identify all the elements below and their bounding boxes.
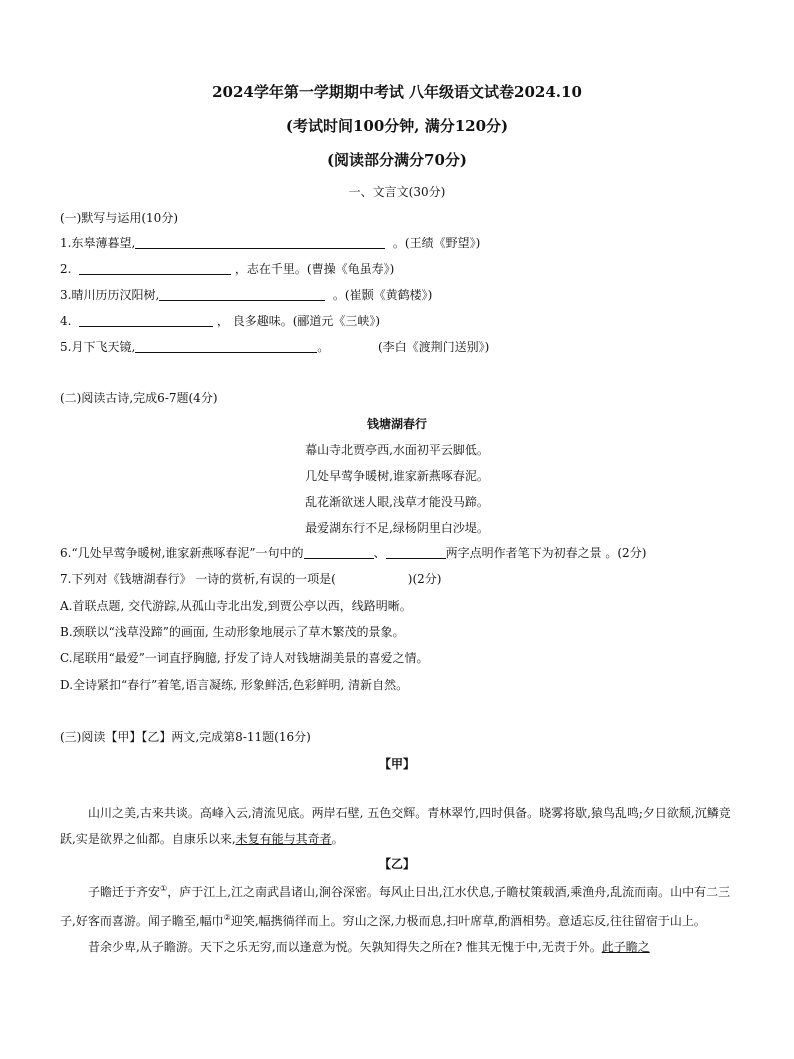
- option-c: C.尾联用“最爱”一词直抒胸臆, 抒发了诗人对钱塘湖美景的喜爱之情。: [60, 651, 429, 665]
- q3-prefix: 3.晴川历历汉阳树,: [60, 288, 160, 302]
- text-jia: [60, 800, 736, 852]
- exam-subtitle-reading: (阅读部分满分70分): [326, 151, 468, 169]
- question-4: [60, 313, 380, 329]
- q6-separator: 、: [373, 546, 386, 560]
- question-3: [60, 287, 432, 303]
- q4-answer-blank[interactable]: [79, 314, 213, 327]
- question-5: [60, 339, 329, 355]
- text-jia-label: 【甲】: [378, 757, 415, 771]
- q4-suffix: ， 良多趣味。(郦道元《三峡》): [216, 314, 381, 328]
- yi-p1-a: 子瞻迁于齐安: [88, 885, 161, 899]
- q5-prefix: 5.月下飞天镜,: [60, 340, 136, 354]
- q6-answer-blank-1[interactable]: [304, 546, 374, 559]
- option-d: D.全诗紧扣“春行”着笔,语言凝练, 形象鲜活,色彩鲜明, 清新自然。: [60, 678, 409, 692]
- q3-suffix: 。(崔颢《黄鹤楼》): [332, 288, 433, 302]
- poem-line: 幕山寺北贾亭西,水面初平云脚低。: [305, 443, 489, 457]
- jia-end: 。: [331, 832, 344, 846]
- section-heading-classical: 一、文言文(30分): [348, 185, 446, 199]
- poem-title: 钱塘湖春行: [366, 417, 427, 431]
- q5-answer-blank[interactable]: [135, 340, 317, 353]
- text-yi: [60, 876, 736, 960]
- jia-underlined-sentence: 未复有能与其奇者: [235, 832, 332, 846]
- q5-suffix: 。: [317, 340, 330, 354]
- q3-answer-blank[interactable]: [159, 288, 325, 301]
- q1-suffix: 。(王绩《野望》): [392, 236, 481, 250]
- q6-suffix: 两字点明作者笔下为初春之景 。(2分): [445, 546, 647, 560]
- poem-line: 最爱湖东行不足,绿杨阴里白沙堤。: [305, 521, 489, 535]
- text-yi-label: 【乙】: [378, 857, 415, 871]
- poem-line: 乱花渐欲迷人眼,浅草才能没马蹄。: [305, 495, 489, 509]
- part3-heading: (三)阅读【甲】【乙】两文,完成第8-11题(16分): [60, 730, 311, 744]
- question-7: [60, 571, 441, 587]
- jia-body: 山川之美,古来共谈。高峰入云,清流见底。两岸石壁, 五色交辉。青林翠竹,四时俱备。晓雾将歇,猿鸟乱鸣;夕日欲颓,沉鳞竞跃,实是欲界之仙都。自康乐以来,: [60, 806, 731, 846]
- question-1: [60, 235, 480, 251]
- q7-prefix: 7.下列对《钱塘湖春行》 一诗的赏析,有误的一项是(: [60, 572, 336, 586]
- q7-suffix: )(2分): [407, 572, 442, 586]
- q5-source: (李白《渡荆门送别》): [378, 340, 490, 354]
- yi-underlined-sentence: 此子瞻之: [601, 940, 650, 954]
- question-2: [60, 261, 394, 277]
- option-b: B.颈联以“浅草没蹄”的画面, 生动形象地展示了草木繁茂的景象。: [60, 625, 405, 639]
- q4-prefix: 4.: [60, 314, 72, 328]
- q2-prefix: 2.: [60, 262, 72, 276]
- question-6: [60, 545, 646, 561]
- q1-answer-blank[interactable]: [135, 236, 385, 249]
- part2-heading: (二)阅读古诗,完成6-7题(4分): [60, 391, 218, 405]
- footnote-marker-1: ①: [160, 884, 168, 893]
- exam-subtitle-time: (考试时间100分钟, 满分120分): [285, 117, 509, 135]
- q6-prefix: 6.“几处早莺争暖树,谁家新燕啄春泥”一句中的: [60, 546, 304, 560]
- q1-prefix: 1.东皋薄暮望,: [60, 236, 136, 250]
- yi-p1-b: ，庐于江上,江之南武昌诸山,涧谷深密。每风止日出,江水伏息,子瞻杖策载酒,乘渔舟,乱流而南。山中有二三子,好客而喜游。闻子瞻至,幅巾: [60, 885, 731, 928]
- footnote-marker-2: ②: [223, 913, 231, 922]
- exam-title: 2024学年第一学期期中考试 八年级语文试卷2024.10: [212, 83, 582, 101]
- q6-answer-blank-2[interactable]: [386, 546, 446, 559]
- q2-suffix: ，志在千里。(曹操《龟虽寿》): [234, 262, 395, 276]
- part1-heading: (一)默写与运用(10分): [60, 211, 178, 225]
- yi-p1-c: 迎笑,幅携徜徉而上。穷山之深,力极而息,扫叶席草,酌酒相势。意适忘反,往往留宿于山上。: [230, 914, 706, 928]
- yi-p2: 昔余少卑,从子瞻游。天下之乐无穷,而以逢意为悦。矢孰知得失之所在? 惟其无愧于中,无责于外。: [88, 940, 602, 954]
- q2-answer-blank[interactable]: [79, 262, 231, 275]
- poem-line: 几处早莺争暖树,谁家新燕啄春泥。: [305, 469, 489, 483]
- option-a: A.首联点题, 交代游踪,从孤山寺北出发,到贾公亭以西，线路明晰。: [60, 599, 412, 613]
